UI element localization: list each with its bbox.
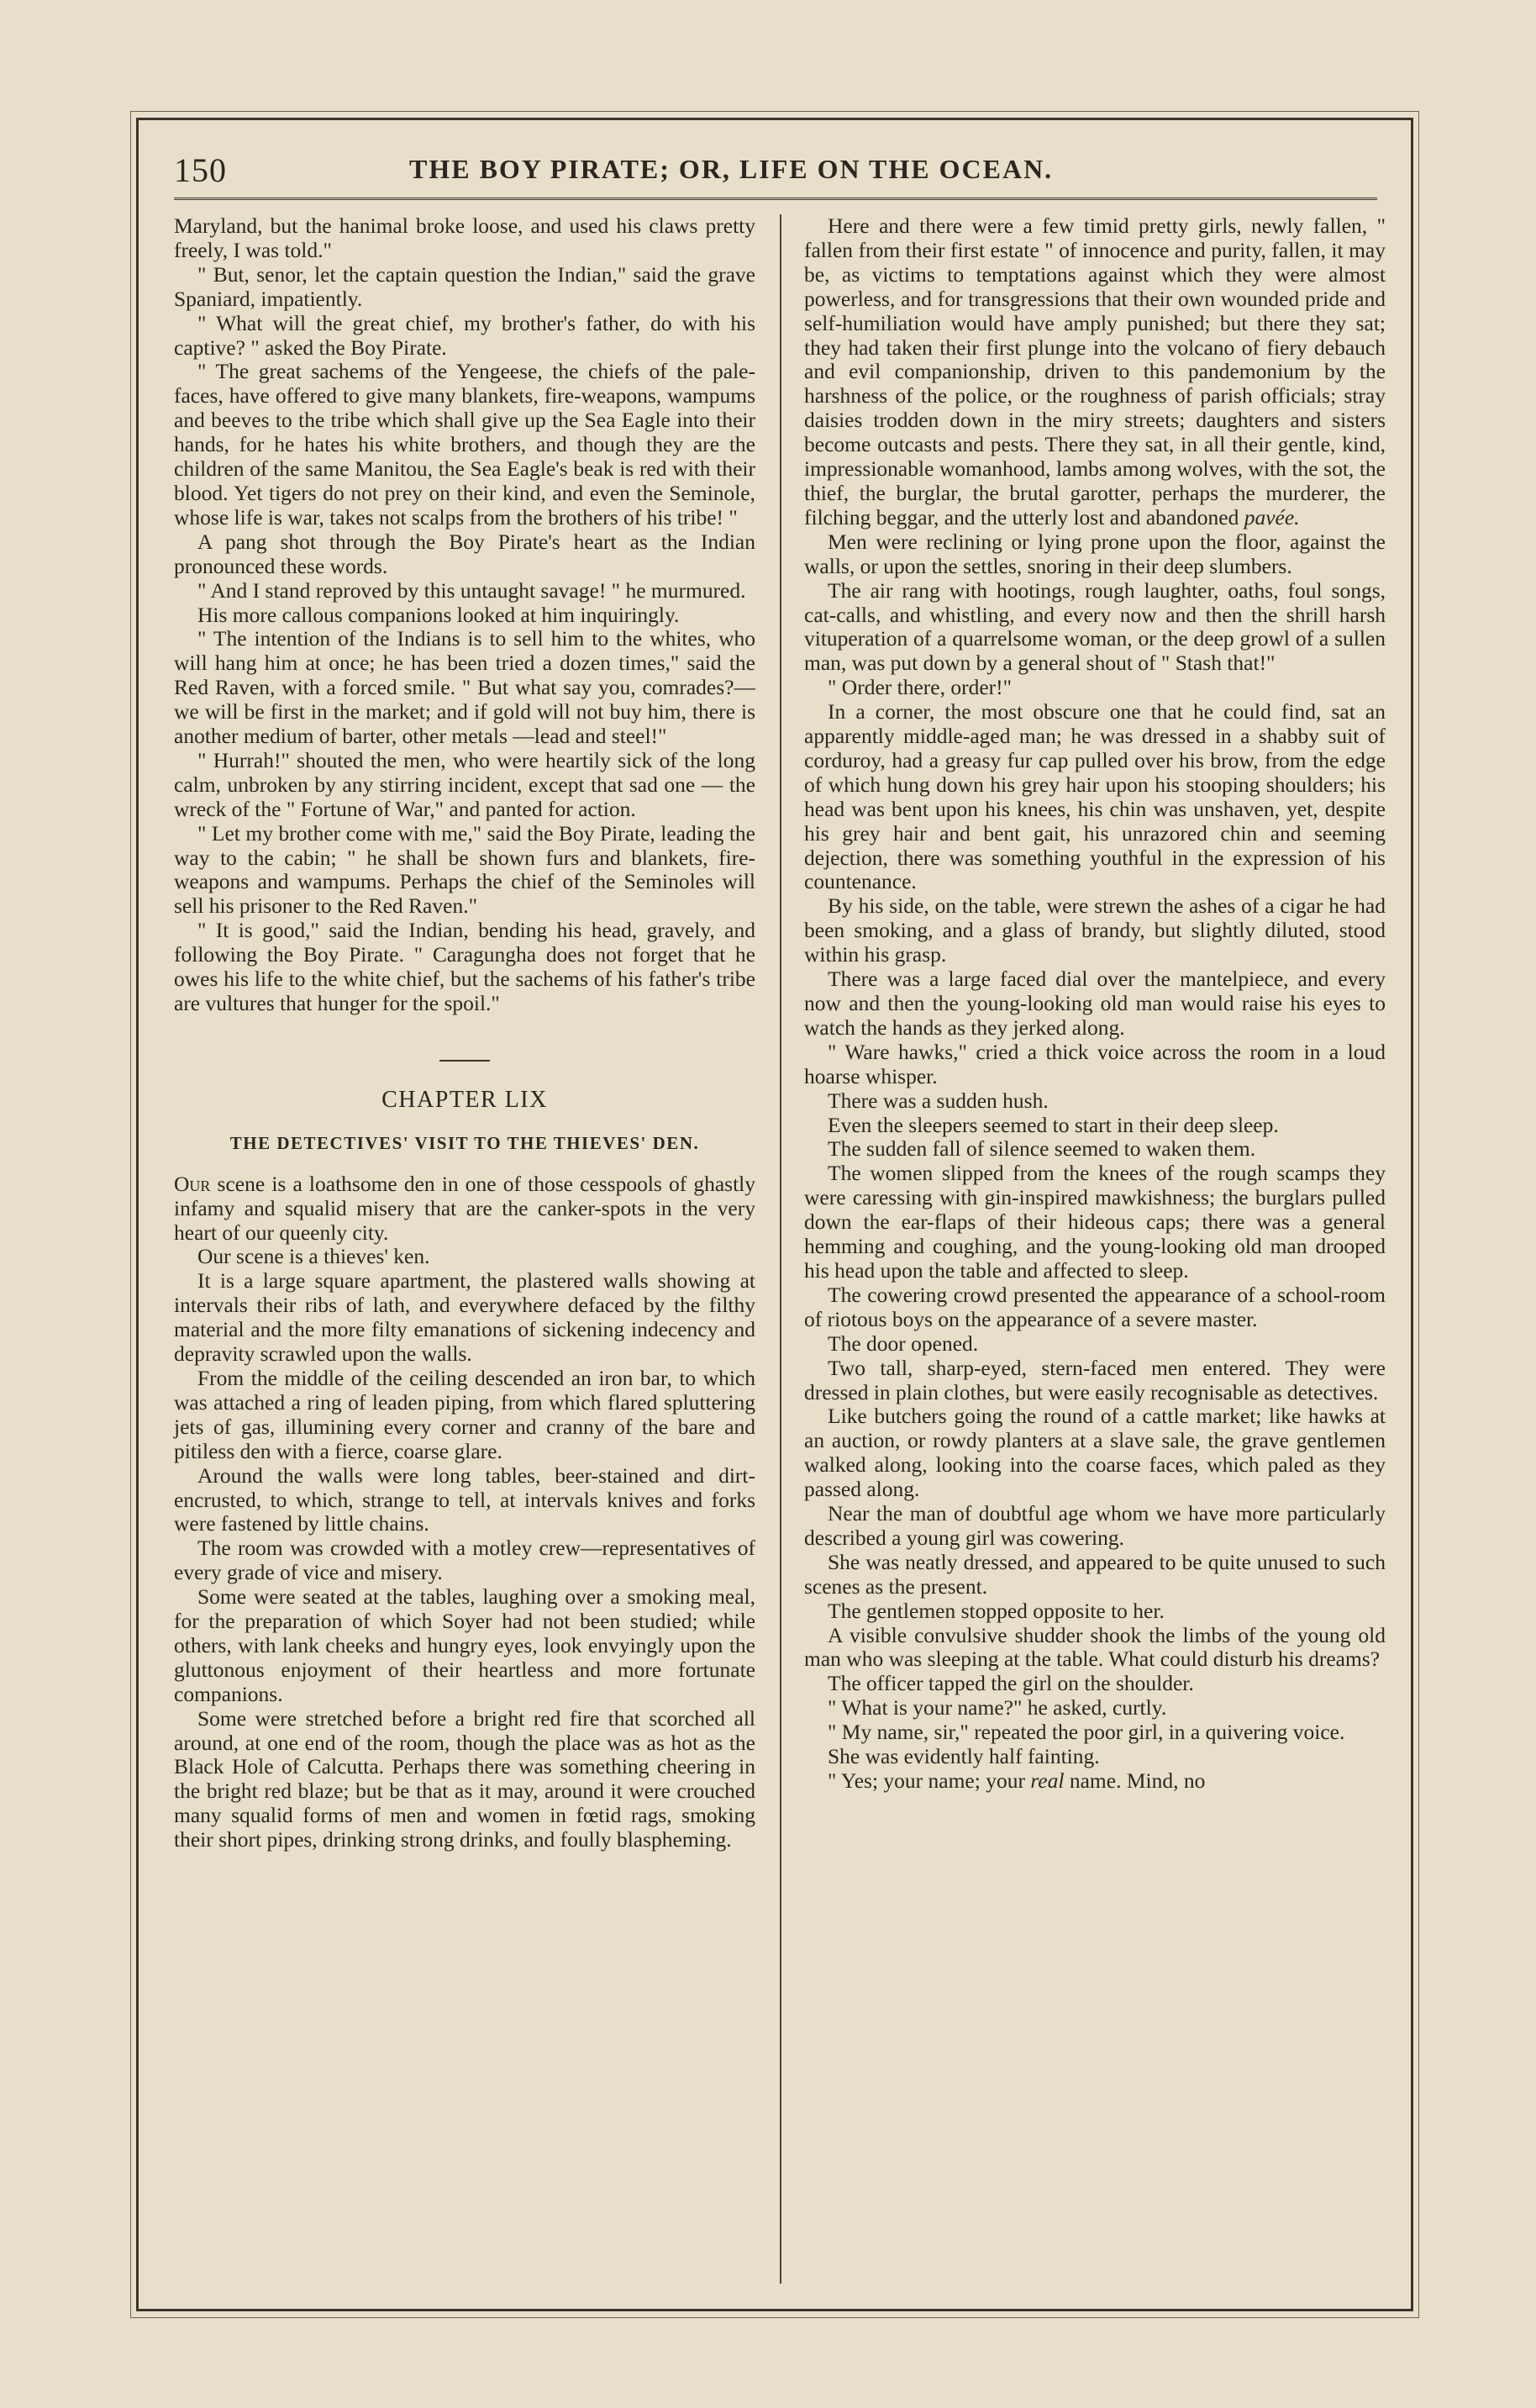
paragraph [804,1769,1386,1794]
paragraph: Some were seated at the tables, laughing over a smoking meal, for the preparation of which Soyer had not been studied; while others, with lank cheeks and hungry eyes, look envyingly upon the gluttonous enjoyment of their heartless and more fortunate companions. [174,1584,755,1706]
paragraph: Like butchers going the round of a cattle market; like hawks at an auction, or rowdy planters at a slave sale, the grave gentlemen walked along, looking into the coarse faces, which paled as they passed along. [804,1404,1386,1502]
right-column [804,214,1386,2284]
paragraph: The women slipped from the knees of the rough scamps they were caressing with gin-inspired mawkishness; the burglars pulled down the ear-flaps of their hideous caps; there was a general hemming and coughing, and the young-looking old man drooped his head upon the table and affected to sleep. [804,1161,1386,1283]
paragraph: It is a large square apartment, the plastered walls showing at intervals their ribs of lath, and everywhere defaced by the filthy material and the more filty emanations of sickening indecency and depravity scrawled upon the walls. [174,1268,755,1367]
paragraph: The officer tapped the girl on the shoulder. [828,1671,1194,1696]
paragraph-text: name. Mind, no [1064,1768,1206,1793]
paragraph: His more callous companions looked at him inquiringly. [197,602,680,627]
paragraph: " Let my brother come with me," said the Boy Pirate, leading the way to the cabin; " he shall be shown furs and blankets, fire-weapons and wampums. Perhaps the chief of the Seminoles will sell his prisoner to the Red Raven." [174,820,755,919]
paragraph: " Ware hawks," cried a thick voice across the room in a loud hoarse whisper. [804,1039,1386,1088]
paragraph: The room was crowded with a motley crew—representatives of every grade of vice and misery. [174,1536,755,1585]
paragraph: " But, senor, let the captain question the Indian," said the grave Spaniard, impatiently. [174,261,755,311]
paragraph: There was a large faced dial over the mantelpiece, and every now and then the young-looking old man would raise his eyes to watch the hands as they jerked along. [804,967,1386,1040]
paragraph-text: Here and there were a few timid pretty girls, newly fallen, " fallen from their first estate " of innocence and purity, fallen, it may be, as victims to temptations against which they were almost powerless, and for transgressions that their own wounded pride and self-humiliation would have amply punished; but there they sat; they had taken their first plunge into the volcano of fiery debauch and evil companionship, driven to this pandemonium by the harshness of the police, or the roughness of parish officials; stray daisies trodden down in the miry streets; daughters and sisters become outcasts and pests. There they sat, in all their gentle, kind, impressionable womanhood, lambs among wolves, with the sot, the thief, the burglar, the brutal garotter, perhaps the murderer, the filching beggar, and the utterly lost and abandoned [804,213,1386,530]
chapter-opening-paragraph [174,1172,755,1246]
opening-word: Our [174,1171,211,1196]
paragraph: The door opened. [828,1330,979,1356]
paragraph: Two tall, sharp-eyed, stern-faced men entered. They were dressed in plain clothes, but were easily recognisable as detectives. [804,1355,1386,1404]
paragraph: A pang shot through the Boy Pirate's heart as the Indian pronounced these words. [174,529,755,578]
paragraph: Near the man of doubtful age whom we have more particularly described a young girl was cowering. [804,1501,1386,1550]
chapter-title: CHAPTER LIX [381,1086,548,1113]
paragraph: " It is good," said the Indian, bending his head, gravely, and following the Boy Pirate. " Caragungha does not forget that he owes his life to the white chief, but the sachems of his father's tribe are vultures that hunger for the spoil." [174,918,755,1015]
paragraph: Around the walls were long tables, beer-stained and dirt-encrusted, to which, strange to tell, at intervals knives and forks were fastened by little chains. [174,1462,755,1536]
paragraph: " The great sachems of the Yengeese, the chiefs of the pale-faces, have offered to give many blankets, fire-weapons, wampums and beeves to the tribe which shall give up the Sea Eagle into their hands, for he hates his white brothers, and though they are the children of the same Manitou, the Sea Eagle's beak is red with their blood. Yet tigers do not prey on their kind, and even the Seminole, whose life is war, takes not scalps from the brothers of his tribe! " [174,359,755,530]
paragraph: " What will the great chief, my brother's father, do with his captive? " asked the Boy Pirate. [174,310,755,360]
paragraph: From the middle of the ceiling descended an iron bar, to which was attached a ring of leaden piping, from which flared spluttering jets of gas, illumining every corner and cranny of the bare and pitiless den with a fierce, coarse glare. [174,1365,755,1463]
italic-word: real [1030,1768,1065,1793]
paragraph: Some were stretched before a bright red fire that scorched all around, at one end of the room, though the place was as hot as the Black Hole of Calcutta. Perhaps there was something cheering in the bright red blaze; but be that as it may, around it were crouched many squalid forms of men and women in fœtid rags, smoking their short pipes, drinking strong drinks, and foully blaspheming. [174,1705,755,1852]
paragraph: " The intention of the Indians is to sell him to the whites, who will hang him at once; he has been tried a dozen times," said the Red Raven, with a forced smile. " But what say you, comrades?—we will be first in the market; and if gold will not buy him, there is another medium of barter, other metals —lead and steel!" [174,626,755,749]
paragraph: She was neatly dressed, and appeared to be quite unused to such scenes as the present. [804,1549,1386,1599]
paragraph: The gentlemen stopped opposite to her. [828,1598,1165,1623]
paragraph: " Order there, order!" [828,675,1013,700]
paragraph: " Hurrah!" shouted the men, who were heartily sick of the long calm, unbroken by any stirring incident, except that sad one — the wreck of the " Fortune of War," and panted for action. [174,747,755,821]
page-header [174,145,1377,204]
paragraph: In a corner, the most obscure one that he could find, sat an apparently middle-aged man; he was dressed in a shabby suit of corduroy, had a greasy fur cap pulled over his brow, from the edge of which hung down his grey hair upon his stooping shoulders; his head was bent upon his knees, his chin was unshaven, yet, despite his grey hair and bent gait, his unrazored chin and seeming dejection, there was something youthful in the expression of his countenance. [804,699,1386,894]
paragraph: Our scene is a thieves' ken. [197,1244,430,1269]
opening-text: scene is a loathsome den in one of those cesspools of ghastly infamy and squalid misery that are the canker-spots in the very heart of our queenly city. [174,1171,755,1245]
paragraph: She was evidently half fainting. [828,1744,1100,1769]
paragraph: " My name, sir," repeated the poor girl, in a quivering voice. [828,1720,1345,1745]
running-title: THE BOY PIRATE; OR, LIFE ON THE OCEAN. [409,154,1054,184]
paragraph: Men were reclining or lying prone upon the floor, against the walls, or upon the settles, snoring in their deep slumbers. [804,529,1386,578]
paragraph: The cowering crowd presented the appearance of a school-room of riotous boys on the appearance of a severe master. [804,1282,1386,1331]
italic-word: pavée. [1244,504,1300,530]
book-page [136,118,1413,2311]
paragraph: The air rang with hootings, rough laughter, oaths, foul songs, cat-calls, and whistling, and every now and then the shrill harsh vituperation of a quarrelsome woman, or the deep growl of a sullen man, was put down by a general shout of " Stash that!" [804,577,1386,676]
paragraph-text: " Yes; your name; your [828,1768,1031,1793]
column-divider [780,214,781,2284]
paragraph: By his side, on the table, were strewn the ashes of a cigar he had been smoking, and a glass of brandy, but slightly diluted, stood within his grasp. [804,893,1386,967]
paragraph: Maryland, but the hanimal broke loose, and used his claws pretty freely, I was told." [174,213,755,262]
chapter-subtitle: THE DETECTIVES' VISIT TO THE THIEVES' DEN. [229,1132,700,1153]
paragraph: " And I stand reproved by this untaught savage! " he murmured. [197,577,746,603]
paragraph: A visible convulsive shudder shook the limbs of the young old man who was sleeping at the table. What could disturb his dreams? [804,1622,1386,1672]
paragraph [804,214,1386,530]
paragraph: The sudden fall of silence seemed to waken them. [828,1136,1256,1162]
paragraph: " What is your name?" he asked, curtly. [828,1695,1167,1720]
header-rule [174,198,1377,200]
page-number: 150 [174,151,227,189]
left-column [174,214,755,2284]
paragraph: Even the sleepers seemed to start in their deep sleep. [828,1112,1279,1137]
paragraph: There was a sudden hush. [828,1088,1049,1113]
section-divider [439,1060,490,1062]
